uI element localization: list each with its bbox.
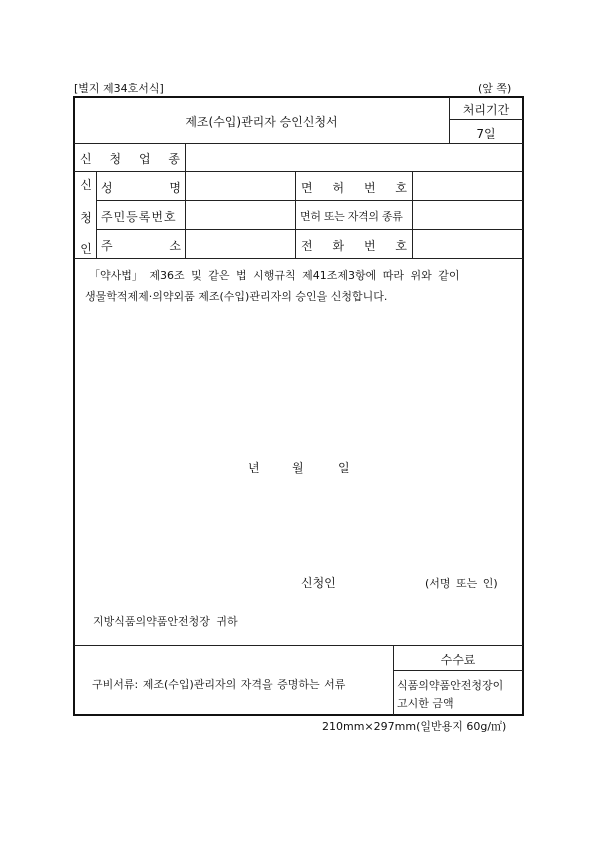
page-side-label: (앞 쪽) [478, 82, 512, 95]
resident-number-label: 주민등록번호 [101, 210, 177, 224]
name-label: 성 명 [101, 181, 181, 195]
business-type-label: 신 청 업 종 [80, 152, 180, 166]
name-field[interactable] [189, 176, 291, 196]
fee-label: 수수료 [440, 653, 476, 667]
recipient: 지방식품의약품안전청장 귀하 [93, 615, 238, 628]
resident-number-field[interactable] [189, 205, 291, 225]
applicant-side-label: 신 청 인 [80, 178, 92, 256]
license-number-field[interactable] [416, 176, 518, 196]
address-field[interactable] [189, 234, 291, 254]
fee-line-1: 식품의약품안전청장이 [397, 679, 504, 692]
business-type-field[interactable] [190, 150, 518, 168]
license-type-field[interactable] [416, 205, 518, 225]
phone-number-label: 전 화 번 호 [301, 239, 407, 253]
signature-label: (서명 또는 인) [425, 577, 498, 590]
form-title: 제조(수입)관리자 승인신청서 [185, 115, 338, 129]
statement-line-1: 「약사법」 제36조 및 같은 법 시행규칙 제41조제3항에 따라 위와 같이 [89, 269, 460, 282]
processing-period-label: 처리기간 [462, 103, 510, 117]
paper-spec: 210mm×297mm(일반용지 60g/㎡) [322, 720, 507, 733]
form-number: [별지 제34호서식] [74, 82, 164, 95]
day-label: 일 [338, 461, 350, 475]
required-documents: 구비서류: 제조(수입)관리자의 자격을 증명하는 서류 [92, 678, 346, 691]
phone-number-field[interactable] [416, 234, 518, 254]
applicant-label: 신청인 [301, 576, 336, 590]
processing-period-value: 7일 [476, 127, 496, 141]
fee-line-2: 고시한 금액 [397, 697, 454, 710]
statement-line-2: 생물학적제제·의약외품 제조(수입)관리자의 승인을 신청합니다. [85, 290, 388, 303]
address-label: 주 소 [101, 239, 181, 253]
month-label: 월 [292, 461, 304, 475]
license-type-label: 면허 또는 자격의 종류 [300, 210, 403, 223]
license-number-label: 면 허 번 호 [301, 181, 407, 195]
date-line [248, 459, 358, 475]
year-label: 년 [248, 461, 260, 475]
